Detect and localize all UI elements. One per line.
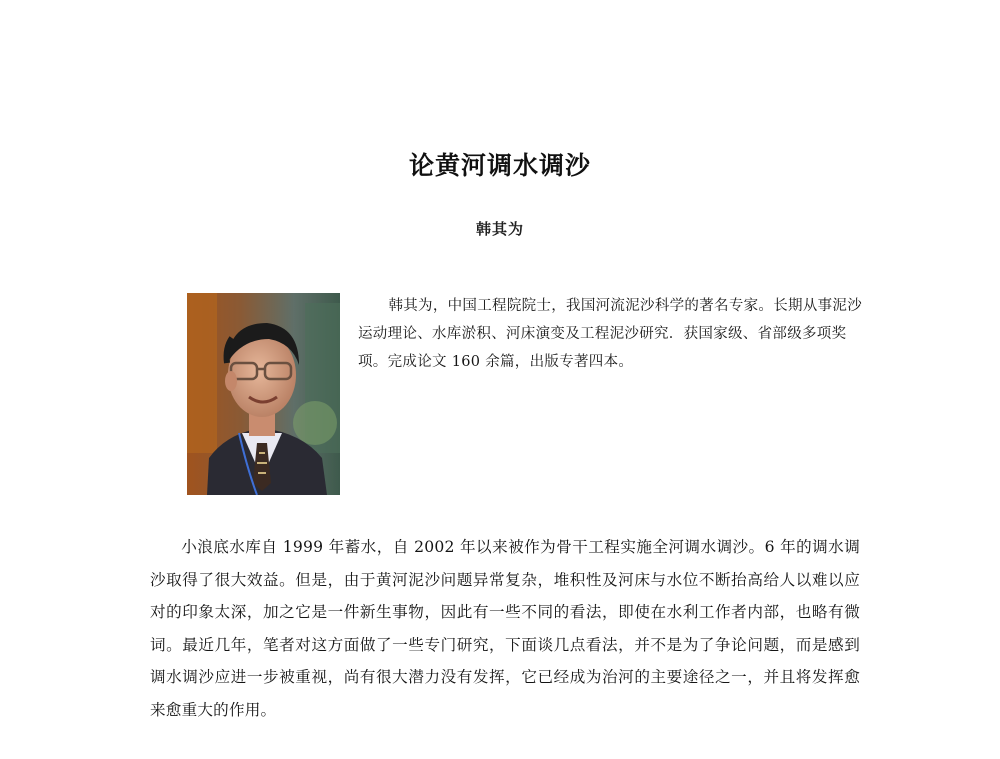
author-bio	[358, 292, 868, 376]
author-portrait-photo	[187, 293, 340, 495]
article-paragraph: 小浪底水库自 1999 年蓄水，自 2002 年以来被作为骨干工程实施全河调水调沙。6 年的调水调沙取得了很大效益。但是，由于黄河泥沙问题异常复杂，堆积性及河床与水位不断抬高给人以难以应对的印象太深，加之它是一件新生事物，因此有一些不同的看法，即使在水利工作者内部，也略有微词。最近几年，笔者对这方面做了一些专门研究，下面谈几点看法，并不是为了争论问题，而是感到调水调沙应进一步被重视，尚有很大潜力没有发挥，它已经成为治河的主要途径之一，并且将发挥愈来愈重大的作用。	[150, 538, 860, 719]
article-title: 论黄河调水调沙	[408, 151, 591, 180]
portrait-illustration	[187, 293, 340, 495]
author-bio-text: 韩其为，中国工程院院士，我国河流泥沙科学的著名专家。长期从事泥沙运动理论、水库淤积、河床演变及工程泥沙研究．获国家级、省部级多项奖项。完成论文 160 余篇，出版专著四本。	[358, 298, 863, 370]
article-body	[150, 531, 860, 727]
article-author: 韩其为	[475, 220, 524, 238]
